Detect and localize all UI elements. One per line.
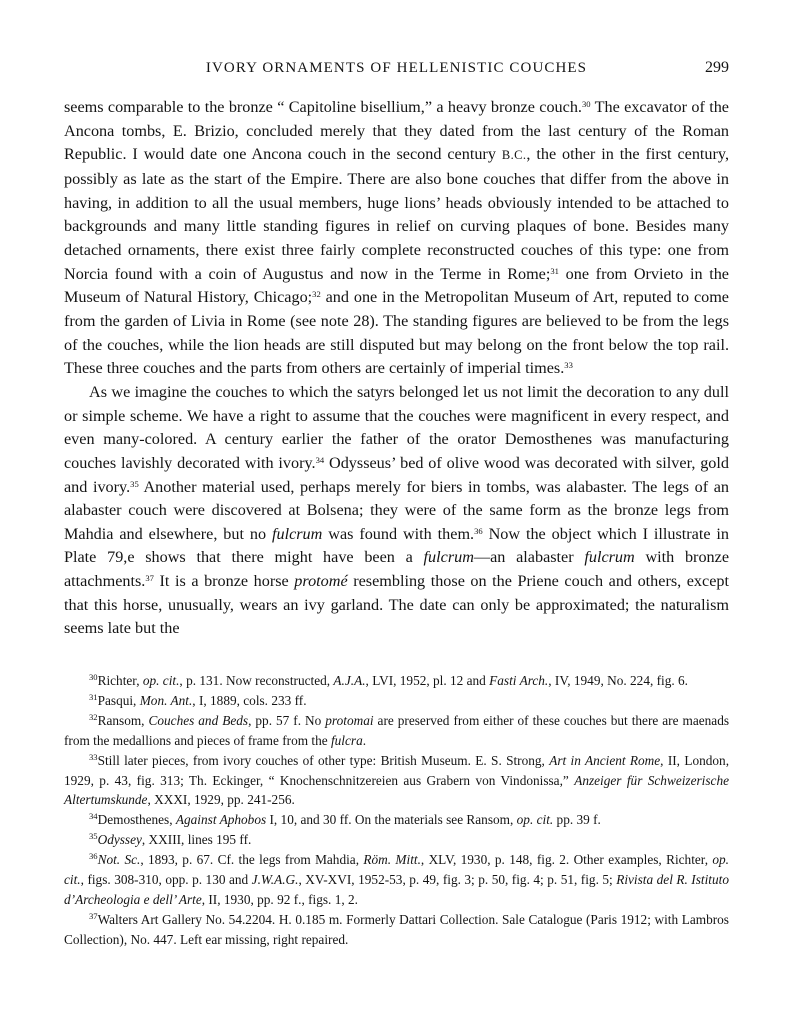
citation-italic: Against Aphobos <box>175 812 267 828</box>
text-run: , II, 1930, pp. 92 f., figs. 1, 2. <box>201 891 358 907</box>
citation-italic: Fasti Arch. <box>489 673 549 688</box>
text-run: , II, London, 1929, p. 43, fig. 313; Th. Eckinger, “ Knochenschnitzereien aus Grabern von Vindonissa,” <box>64 752 730 788</box>
text-run: , XXXI, 1929, pp. 241-256. <box>147 792 295 808</box>
footnotes <box>64 671 729 950</box>
citation-italic: A.J.A. <box>333 673 366 688</box>
footnote-37 <box>64 910 729 950</box>
citation-italic: Röm. Mitt. <box>363 852 421 868</box>
text-run: , I, 1889, cols. 233 ff. <box>192 692 307 708</box>
footnote-ref-36[interactable]: 36 <box>474 525 483 536</box>
text-run: seems comparable to the bronze “ Capitoline bisellium,” a heavy bronze couch. <box>64 98 582 116</box>
citation-italic: Mon. Ant. <box>139 692 193 708</box>
text-run: , p. 131. Now reconstructed, <box>179 673 334 688</box>
text-run: are preserved from either of these couches but there are maenads from the medallions and pieces of frame from the <box>64 712 730 748</box>
footnote-number: 31 <box>89 691 98 702</box>
text-run: Walters Art Gallery No. 54.2204. H. 0.185 m. Formerly Dattari Collection. Sale Catalogue (Paris 1912; with Lambros Collection), No. 447. Left ear missing, right repaired. <box>64 911 729 947</box>
text-run: , 1893, p. 67. Cf. the legs from Mahdia, <box>140 852 364 868</box>
paragraph-1 <box>64 96 729 381</box>
text-run: , the other in the first century, possibly as late as the start of the Empire. There are also bone couches that differ from the above in having, in addition to all the usual members, huge lions’ heads obviously intended to be attached to backgrounds and many little standing figures in relief on curving plaques of bone. Besides many detached ornaments, there exist three fairly complete reconstructed couches of this type: one from Norcia found with a coin of Augustus and now in the Terme in Rome; <box>64 145 729 283</box>
era-abbreviation: B.C. <box>501 148 527 163</box>
footnote-number: 35 <box>89 831 98 842</box>
citation-italic: Art in Ancient Rome <box>549 752 661 768</box>
footnote-ref-32[interactable]: 32 <box>312 289 321 300</box>
footnote-number: 34 <box>89 811 98 822</box>
running-title: IVORY ORNAMENTS OF HELLENISTIC COUCHES <box>205 60 588 76</box>
citation-italic: Rivista del R. Istituto d’Archeologia e dell’ Arte <box>64 872 729 907</box>
footnote-32 <box>64 711 729 751</box>
citation-italic: op. cit. <box>64 852 729 888</box>
footnote-ref-33[interactable]: 33 <box>564 360 573 371</box>
footnote-33 <box>64 751 729 811</box>
text-run: As we imagine the couches to which the satyrs belonged let us not limit the decoration to any dull or simple scheme. We have a right to assume that the couches were magnificent in every respect, and even many-colored. A century earlier the father of the orator Demosthenes was manufacturing couches lavishly decorated with ivory. <box>64 382 729 472</box>
citation-italic: fulcra <box>330 732 363 748</box>
footnote-30 <box>64 671 729 691</box>
footnote-number: 30 <box>89 672 98 682</box>
footnote-34 <box>64 810 729 830</box>
footnote-ref-35[interactable]: 35 <box>130 478 139 489</box>
text-run: Demosthenes, <box>97 812 176 828</box>
citation-italic: Couches and Beds <box>148 712 249 728</box>
text-run: Pasqui, <box>97 692 140 708</box>
citation-italic: protomai <box>325 712 374 728</box>
text-run: Richter, <box>97 673 143 688</box>
text-run: was found with them. <box>322 524 475 543</box>
citation-italic: J.W.A.G. <box>251 872 299 888</box>
page-number: 299 <box>705 59 729 76</box>
citation-italic: op. cit. <box>142 673 180 688</box>
text-run: pp. 39 f. <box>553 812 601 828</box>
footnote-number: 33 <box>89 751 98 762</box>
text-run: resembling those on the Priene couch and others, except that this horse, unusually, wears an ivy garland. The date can only be approximated; the naturalism seems late but the <box>64 572 729 638</box>
text-run: The excavator of the Ancona tombs, E. Brizio, concluded merely that they dated from the last century of the Roman Republic. I would date one Ancona couch in the second century <box>64 98 729 164</box>
footnote-ref-34[interactable]: 34 <box>315 454 325 465</box>
text-run: one from Orvieto in the Museum of Natural History, Chicago; <box>64 264 729 307</box>
citation-italic: Not. Sc. <box>97 852 141 868</box>
page-header <box>64 58 729 82</box>
text-run: , XXIII, lines 195 ff. <box>141 832 252 848</box>
text-run: and one in the Metropolitan Museum of Art, reputed to come from the garden of Livia in Rome (see note 28). The standing figures are believed to be from the legs of the couches, while the lion heads are still disputed but may belong on the front below the top rail. These three couches and the parts from others are certainly of imperial times. <box>64 288 729 378</box>
text-run: , XV-XVI, 1952-53, p. 49, fig. 3; p. 50, fig. 4; p. 51, fig. 5; <box>298 872 617 888</box>
footnote-number: 36 <box>89 851 98 862</box>
footnote-31 <box>64 691 729 711</box>
text-run: Another material used, perhaps merely for biers in tombs, was alabaster. The legs of an alabaster couch were discovered at Bolsena; they were of the same form as the bronze legs from Mahdia and elsewhere, but no <box>64 477 729 543</box>
text-run: , XLV, 1930, p. 148, fig. 2. Other examples, Richter, <box>420 852 713 868</box>
text-run: —an alabaster <box>473 548 585 567</box>
citation-italic: op. cit. <box>516 812 554 828</box>
term-fulcrum: fulcrum <box>423 548 474 567</box>
text-run: , IV, 1949, No. 224, fig. 6. <box>548 673 689 688</box>
term-fulcrum: fulcrum <box>271 524 323 543</box>
footnote-ref-30[interactable]: 30 <box>581 99 591 109</box>
text-run: Still later pieces, from ivory couches of other type: British Museum. E. S. Strong, <box>97 752 550 768</box>
term-fulcrum: fulcrum <box>584 548 635 567</box>
text-run: I, 10, and 30 ff. On the materials see Ransom, <box>266 812 517 828</box>
text-run: It is a bronze horse <box>153 572 295 591</box>
paragraph-2 <box>64 381 729 641</box>
text-run: . <box>362 732 367 748</box>
footnote-number: 32 <box>89 711 98 722</box>
footnote-ref-31[interactable]: 31 <box>550 265 559 276</box>
footnote-36 <box>64 850 729 910</box>
text-run: , pp. 57 f. No <box>248 712 326 728</box>
footnote-ref-37[interactable]: 37 <box>145 573 154 584</box>
term-protome: protomé <box>294 572 348 591</box>
footnote-35 <box>64 830 729 850</box>
text-run: , LVI, 1952, pl. 12 and <box>365 673 490 688</box>
text-run: with bronze attachments. <box>64 548 730 591</box>
main-text <box>64 96 729 641</box>
text-run: Ransom, <box>97 712 149 728</box>
text-run: , figs. 308-310, opp. p. 130 and <box>80 872 252 888</box>
text-run: Odysseus’ bed of olive wood was decorated with silver, gold and ivory. <box>64 453 729 496</box>
footnote-number: 37 <box>89 910 98 921</box>
text-run: Now the object which I illustrate in Plate 79,e shows that there might have been a <box>64 524 730 567</box>
citation-italic: Anzeiger für Schweizerische Altertumskunde <box>64 772 729 808</box>
citation-italic: Odyssey <box>97 832 142 848</box>
